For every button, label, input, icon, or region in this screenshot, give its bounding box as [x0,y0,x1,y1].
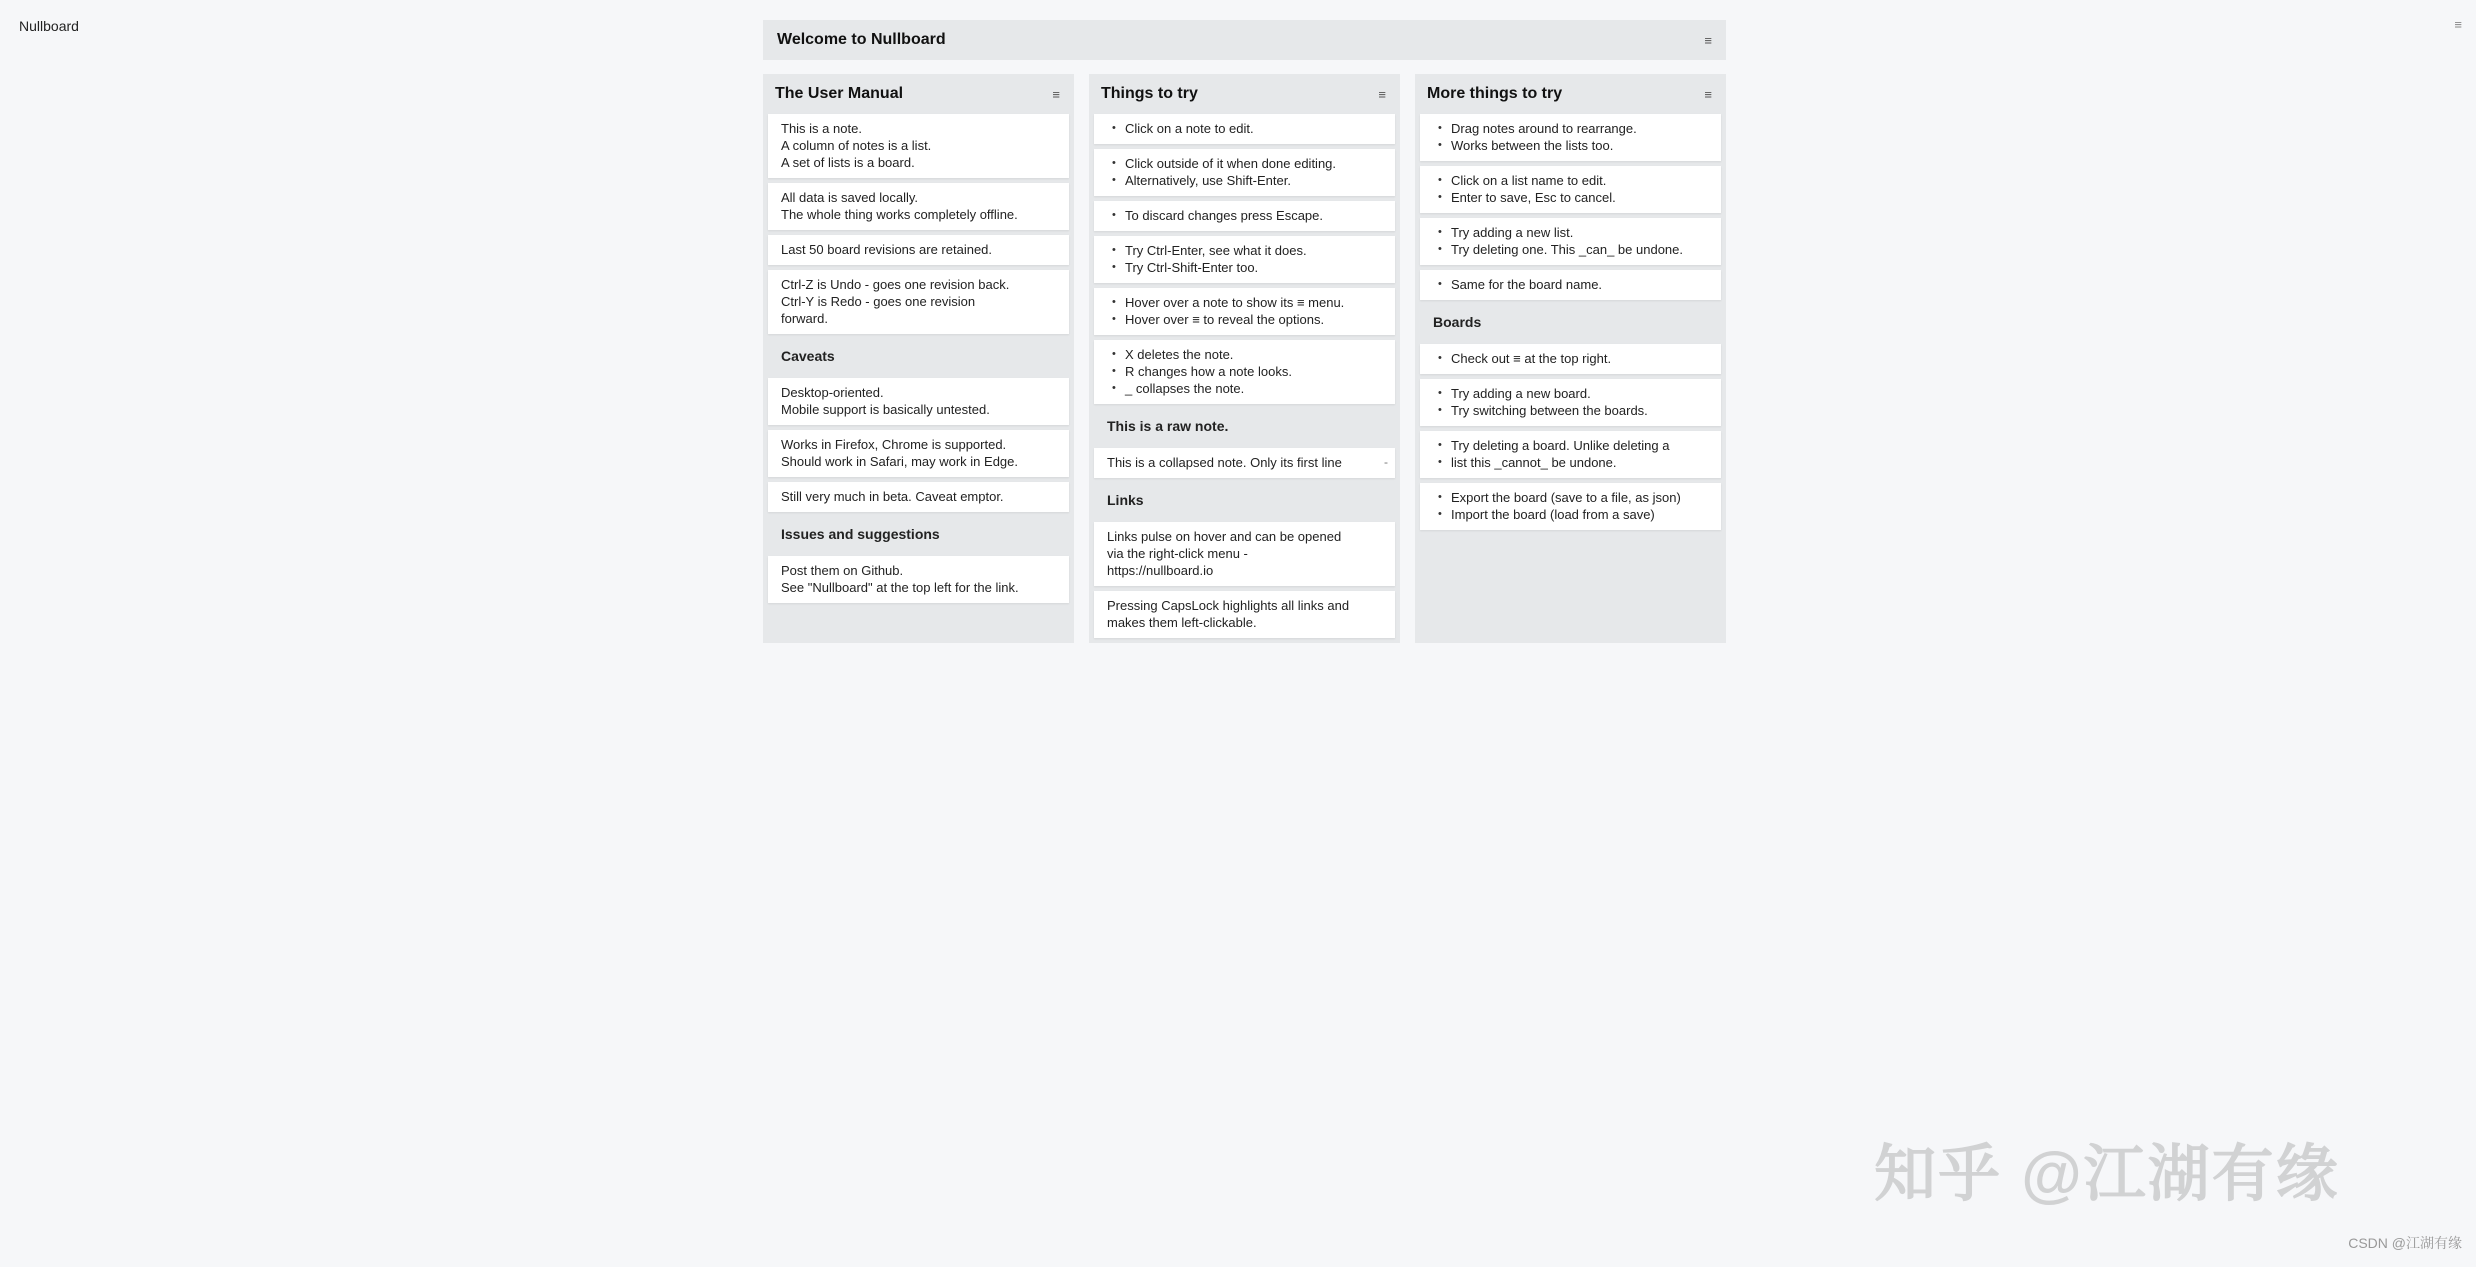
note-text: Last 50 board revisions are retained. [781,242,993,257]
note-bullet-list [1433,350,1708,367]
note-bullet-list [1433,437,1708,471]
note-bullet-item: • Works between the lists too. [1451,137,1708,154]
note-bullet-item: • R changes how a note looks. [1125,363,1382,380]
note-text: A column of notes is a list. [781,138,932,153]
note-bullet-list [1433,489,1708,523]
list-menu-icon[interactable]: ≡ [1704,86,1712,102]
note-bullet-list [1107,242,1382,276]
note-text: This is a note. [781,121,862,136]
note-text: Still very much in beta. Caveat emptor. [781,489,1004,504]
collapsed-note[interactable] [1094,448,1395,478]
note-bullet-item: • Hover over ≡ to reveal the options. [1125,311,1382,328]
note[interactable] [1094,149,1395,196]
note[interactable] [1094,236,1395,283]
note-bullet-item: • Alternatively, use Shift-Enter. [1125,172,1382,189]
app-logo-link[interactable]: Nullboard [19,18,79,34]
board-menu-icon[interactable]: ≡ [1704,32,1712,48]
note[interactable] [1420,218,1721,265]
page-menu-icon[interactable]: ≡ [2454,17,2462,32]
note-text: Caveats [781,348,835,364]
note-text: Pressing CapsLock highlights all links and [1107,598,1350,613]
list-title[interactable]: Things to try [1101,85,1198,102]
note-bullet-item: • Click on a note to edit. [1125,120,1382,137]
note-bullet-item: • Try switching between the boards. [1451,402,1708,419]
note[interactable] [1420,379,1721,426]
note-bullet-item: • Try Ctrl-Enter, see what it does. [1125,242,1382,259]
note[interactable] [768,270,1069,334]
board-header [763,20,1726,60]
note-text: Boards [1433,314,1482,330]
list [763,74,1074,643]
raw-note[interactable] [768,339,1069,373]
note-bullet-item: • Click on a list name to edit. [1451,172,1708,189]
note[interactable] [1420,483,1721,530]
list [1415,74,1726,643]
note-bullet-item: • list this _cannot_ be undone. [1451,454,1708,471]
note-text: Links pulse on hover and can be opened [1107,529,1342,544]
note-bullet-item: • Drag notes around to rearrange. [1451,120,1708,137]
note-bullet-item: • X deletes the note. [1125,346,1382,363]
note[interactable] [768,430,1069,477]
note-bullet-list [1433,172,1708,206]
note-bullet-item: • To discard changes press Escape. [1125,207,1382,224]
note-bullet-item: • Try deleting one. This _can_ be undone. [1451,241,1708,258]
note-bullet-item: • Import the board (load from a save) [1451,506,1708,523]
note-text: Post them on Github. [781,563,904,578]
note[interactable] [768,482,1069,512]
raw-note[interactable] [1094,409,1395,443]
note-text: Ctrl-Y is Redo - goes one revision [781,294,976,309]
note-bullet-list [1107,346,1382,397]
credit-text: CSDN @江湖有缘 [2348,1235,2462,1251]
note-bullet-item: • Same for the board name. [1451,276,1708,293]
note-bullet-list [1107,207,1382,224]
note-bullet-item: • Try deleting a board. Unlike deleting a [1451,437,1708,454]
note[interactable] [1420,431,1721,478]
note[interactable] [1094,288,1395,335]
note[interactable] [768,378,1069,425]
note-text: Should work in Safari, may work in Edge. [781,454,1018,469]
note[interactable] [1094,114,1395,144]
note[interactable] [1420,166,1721,213]
raw-note[interactable] [1420,305,1721,339]
note[interactable] [1094,591,1395,638]
note-bullet-item: • Click outside of it when done editing. [1125,155,1382,172]
note[interactable] [1094,340,1395,404]
lists-container [763,74,1726,643]
list-header [1094,74,1395,114]
note-text: A set of lists is a board. [781,155,915,170]
watermark: 知乎 @江湖有缘 [1874,1140,2340,1209]
note-bullet-item: • Check out ≡ at the top right. [1451,350,1708,367]
note-bullet-item: • Try adding a new board. [1451,385,1708,402]
note[interactable] [1420,114,1721,161]
list-title[interactable]: The User Manual [775,85,904,102]
note-bullet-item: • Try adding a new list. [1451,224,1708,241]
note[interactable] [768,183,1069,230]
list-header [1420,74,1721,114]
note-bullet-item: • Try Ctrl-Shift-Enter too. [1125,259,1382,276]
note-text: via the right-click menu - [1107,546,1248,561]
note-text: Works in Firefox, Chrome is supported. [781,437,1007,452]
list [1089,74,1400,643]
note-text: forward. [781,311,828,326]
note-text: makes them left-clickable. [1107,615,1257,630]
note[interactable] [1420,344,1721,374]
note-bullet-item: • Enter to save, Esc to cancel. [1451,189,1708,206]
list-title[interactable]: More things to try [1427,85,1563,102]
note-text: The whole thing works completely offline. [781,207,1018,222]
collapse-indicator-icon[interactable]: - [1384,455,1388,469]
raw-note[interactable] [768,517,1069,551]
note-bullet-item: • _ collapses the note. [1125,380,1382,397]
note-bullet-list [1433,385,1708,419]
note[interactable] [1094,522,1395,586]
note-text: Ctrl-Z is Undo - goes one revision back. [781,277,1010,292]
note-text: This is a raw note. [1107,418,1229,434]
note-text: Desktop-oriented. [781,385,884,400]
note-bullet-item: • Export the board (save to a file, as json) [1451,489,1708,506]
note[interactable] [1094,201,1395,231]
note-bullet-list [1433,224,1708,258]
note-bullet-list [1433,120,1708,154]
list-header [768,74,1069,114]
note-text: Mobile support is basically untested. [781,402,990,417]
note-bullet-list [1107,155,1382,189]
note-bullet-list [1107,294,1382,328]
note[interactable] [1420,270,1721,300]
note-bullet-list [1433,276,1708,293]
note-bullet-item: • Hover over a note to show its ≡ menu. [1125,294,1382,311]
note[interactable] [768,556,1069,603]
list-menu-icon[interactable]: ≡ [1052,86,1060,102]
note[interactable] [768,235,1069,265]
note-text: This is a collapsed note. Only its first line [1107,455,1342,470]
board-title[interactable]: Welcome to Nullboard [777,31,946,48]
note-text: Issues and suggestions [781,526,940,542]
raw-note[interactable] [1094,483,1395,517]
note-bullet-list [1107,120,1382,137]
list-menu-icon[interactable]: ≡ [1378,86,1386,102]
note-text: https://nullboard.io [1107,563,1214,578]
note-text: All data is saved locally. [781,190,919,205]
note[interactable] [768,114,1069,178]
note-text: See "Nullboard" at the top left for the link. [781,580,1019,595]
note-text: Links [1107,492,1144,508]
